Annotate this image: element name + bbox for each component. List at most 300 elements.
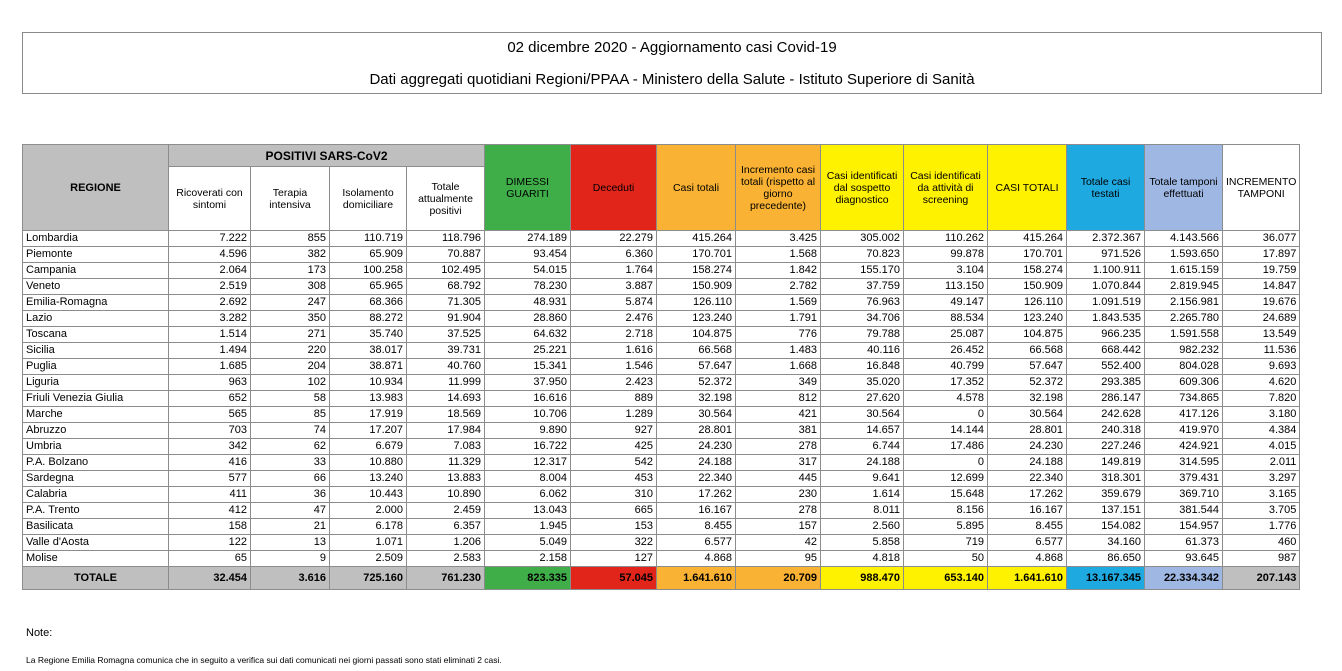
value-cell: 15.341 xyxy=(485,359,571,375)
value-cell: 379.431 xyxy=(1145,471,1223,487)
value-cell: 150.909 xyxy=(657,279,736,295)
value-cell: 1.593.650 xyxy=(1145,247,1223,263)
value-cell: 2.459 xyxy=(407,503,485,519)
total-value-cell: 823.335 xyxy=(485,567,571,590)
value-cell: 66 xyxy=(251,471,330,487)
value-cell: 4.143.566 xyxy=(1145,231,1223,247)
value-cell: 8.011 xyxy=(821,503,904,519)
value-cell: 415.264 xyxy=(657,231,736,247)
value-cell: 4.578 xyxy=(904,391,988,407)
value-cell: 126.110 xyxy=(657,295,736,311)
value-cell: 42 xyxy=(736,535,821,551)
value-cell: 21 xyxy=(251,519,330,535)
value-cell: 137.151 xyxy=(1067,503,1145,519)
value-cell: 30.564 xyxy=(657,407,736,423)
value-cell: 6.577 xyxy=(657,535,736,551)
value-cell: 1.614 xyxy=(821,487,904,503)
value-cell: 66.568 xyxy=(988,343,1067,359)
value-cell: 734.865 xyxy=(1145,391,1223,407)
value-cell: 14.657 xyxy=(821,423,904,439)
value-cell: 2.476 xyxy=(571,311,657,327)
value-cell: 66.568 xyxy=(657,343,736,359)
value-cell: 24.188 xyxy=(657,455,736,471)
total-value-cell: 22.334.342 xyxy=(1145,567,1223,590)
value-cell: 415.264 xyxy=(988,231,1067,247)
value-cell: 411 xyxy=(169,487,251,503)
value-cell: 1.100.911 xyxy=(1067,263,1145,279)
value-cell: 36.077 xyxy=(1223,231,1300,247)
col-header-casi-testati: Totale casi testati xyxy=(1067,145,1145,231)
value-cell: 37.525 xyxy=(407,327,485,343)
value-cell: 419.970 xyxy=(1145,423,1223,439)
table-row xyxy=(23,519,1300,535)
value-cell: 9.641 xyxy=(821,471,904,487)
table-row xyxy=(23,247,1300,263)
value-cell: 27.620 xyxy=(821,391,904,407)
value-cell: 28.801 xyxy=(988,423,1067,439)
value-cell: 123.240 xyxy=(988,311,1067,327)
table-row xyxy=(23,471,1300,487)
col-header-regione: REGIONE xyxy=(23,145,169,231)
value-cell: 13.883 xyxy=(407,471,485,487)
group-header-positivi: POSITIVI SARS-CoV2 xyxy=(169,145,485,167)
value-cell: 274.189 xyxy=(485,231,571,247)
value-cell: 2.718 xyxy=(571,327,657,343)
value-cell: 95 xyxy=(736,551,821,567)
value-cell: 6.360 xyxy=(571,247,657,263)
value-cell: 99.878 xyxy=(904,247,988,263)
value-cell: 25.221 xyxy=(485,343,571,359)
value-cell: 65 xyxy=(169,551,251,567)
value-cell: 113.150 xyxy=(904,279,988,295)
value-cell: 982.232 xyxy=(1145,343,1223,359)
value-cell: 122 xyxy=(169,535,251,551)
value-cell: 170.701 xyxy=(657,247,736,263)
value-cell: 12.699 xyxy=(904,471,988,487)
value-cell: 35.020 xyxy=(821,375,904,391)
value-cell: 2.423 xyxy=(571,375,657,391)
value-cell: 170.701 xyxy=(988,247,1067,263)
value-cell: 65.965 xyxy=(330,279,407,295)
value-cell: 24.689 xyxy=(1223,311,1300,327)
value-cell: 412 xyxy=(169,503,251,519)
value-cell: 4.015 xyxy=(1223,439,1300,455)
value-cell: 310 xyxy=(571,487,657,503)
value-cell: 665 xyxy=(571,503,657,519)
value-cell: 1.685 xyxy=(169,359,251,375)
value-cell: 100.258 xyxy=(330,263,407,279)
value-cell: 417.126 xyxy=(1145,407,1223,423)
value-cell: 33 xyxy=(251,455,330,471)
value-cell: 25.087 xyxy=(904,327,988,343)
value-cell: 38.017 xyxy=(330,343,407,359)
value-cell: 1.615.159 xyxy=(1145,263,1223,279)
value-cell: 889 xyxy=(571,391,657,407)
value-cell: 26.452 xyxy=(904,343,988,359)
value-cell: 2.156.981 xyxy=(1145,295,1223,311)
value-cell: 1.071 xyxy=(330,535,407,551)
value-cell: 13.043 xyxy=(485,503,571,519)
value-cell: 11.329 xyxy=(407,455,485,471)
value-cell: 424.921 xyxy=(1145,439,1223,455)
value-cell: 17.897 xyxy=(1223,247,1300,263)
value-cell: 30.564 xyxy=(821,407,904,423)
value-cell: 104.875 xyxy=(657,327,736,343)
region-name-cell: Sicilia xyxy=(23,343,169,359)
value-cell: 2.519 xyxy=(169,279,251,295)
value-cell: 22.279 xyxy=(571,231,657,247)
total-value-cell: 1.641.610 xyxy=(657,567,736,590)
value-cell: 18.569 xyxy=(407,407,485,423)
value-cell: 38.871 xyxy=(330,359,407,375)
value-cell: 1.289 xyxy=(571,407,657,423)
col-header-terapia: Terapia intensiva xyxy=(251,167,330,231)
value-cell: 9.890 xyxy=(485,423,571,439)
report-header xyxy=(22,32,1322,94)
value-cell: 445 xyxy=(736,471,821,487)
value-cell: 1.569 xyxy=(736,295,821,311)
value-cell: 3.104 xyxy=(904,263,988,279)
value-cell: 9.693 xyxy=(1223,359,1300,375)
value-cell: 102 xyxy=(251,375,330,391)
value-cell: 5.858 xyxy=(821,535,904,551)
value-cell: 314.595 xyxy=(1145,455,1223,471)
table-row xyxy=(23,279,1300,295)
report-title: 02 dicembre 2020 - Aggiornamento casi Covid-19 xyxy=(507,39,837,56)
col-header-deceduti: Deceduti xyxy=(571,145,657,231)
total-value-cell: 761.230 xyxy=(407,567,485,590)
value-cell: 62 xyxy=(251,439,330,455)
value-cell: 158 xyxy=(169,519,251,535)
value-cell: 1.206 xyxy=(407,535,485,551)
total-value-cell: 653.140 xyxy=(904,567,988,590)
col-header-incremento-casi: Incremento casi totali (rispetto al giorno precedente) xyxy=(736,145,821,231)
value-cell: 308 xyxy=(251,279,330,295)
value-cell: 227.246 xyxy=(1067,439,1145,455)
value-cell: 6.178 xyxy=(330,519,407,535)
region-name-cell: Toscana xyxy=(23,327,169,343)
value-cell: 1.843.535 xyxy=(1067,311,1145,327)
value-cell: 102.495 xyxy=(407,263,485,279)
value-cell: 1.546 xyxy=(571,359,657,375)
value-cell: 58 xyxy=(251,391,330,407)
region-name-cell: Sardegna xyxy=(23,471,169,487)
value-cell: 13.983 xyxy=(330,391,407,407)
report-subtitle: Dati aggregati quotidiani Regioni/PPAA - Ministero della Salute - Istituto Superiore di Sanità xyxy=(369,71,975,88)
value-cell: 349 xyxy=(736,375,821,391)
value-cell: 34.706 xyxy=(821,311,904,327)
value-cell: 65.909 xyxy=(330,247,407,263)
value-cell: 4.868 xyxy=(988,551,1067,567)
total-value-cell: 32.454 xyxy=(169,567,251,590)
region-name-cell: P.A. Trento xyxy=(23,503,169,519)
value-cell: 17.262 xyxy=(657,487,736,503)
value-cell: 927 xyxy=(571,423,657,439)
value-cell: 318.301 xyxy=(1067,471,1145,487)
value-cell: 17.352 xyxy=(904,375,988,391)
value-cell: 3.425 xyxy=(736,231,821,247)
value-cell: 155.170 xyxy=(821,263,904,279)
value-cell: 204 xyxy=(251,359,330,375)
table-row xyxy=(23,327,1300,343)
value-cell: 28.860 xyxy=(485,311,571,327)
table-row xyxy=(23,423,1300,439)
value-cell: 369.710 xyxy=(1145,487,1223,503)
value-cell: 127 xyxy=(571,551,657,567)
value-cell: 16.722 xyxy=(485,439,571,455)
table-row xyxy=(23,375,1300,391)
value-cell: 104.875 xyxy=(988,327,1067,343)
value-cell: 6.062 xyxy=(485,487,571,503)
value-cell: 8.004 xyxy=(485,471,571,487)
value-cell: 68.792 xyxy=(407,279,485,295)
value-cell: 242.628 xyxy=(1067,407,1145,423)
table-row xyxy=(23,231,1300,247)
value-cell: 14.693 xyxy=(407,391,485,407)
col-header-casi-totali-2: CASI TOTALI xyxy=(988,145,1067,231)
col-header-tamponi: Totale tamponi effettuati xyxy=(1145,145,1223,231)
table-row xyxy=(23,551,1300,567)
value-cell: 2.158 xyxy=(485,551,571,567)
value-cell: 16.616 xyxy=(485,391,571,407)
value-cell: 1.070.844 xyxy=(1067,279,1145,295)
value-cell: 7.820 xyxy=(1223,391,1300,407)
value-cell: 14.847 xyxy=(1223,279,1300,295)
value-cell: 2.265.780 xyxy=(1145,311,1223,327)
value-cell: 3.887 xyxy=(571,279,657,295)
value-cell: 703 xyxy=(169,423,251,439)
total-label-cell: TOTALE xyxy=(23,567,169,590)
value-cell: 40.760 xyxy=(407,359,485,375)
value-cell: 8.455 xyxy=(988,519,1067,535)
table-row xyxy=(23,311,1300,327)
value-cell: 6.679 xyxy=(330,439,407,455)
value-cell: 565 xyxy=(169,407,251,423)
value-cell: 8.455 xyxy=(657,519,736,535)
value-cell: 57.647 xyxy=(657,359,736,375)
value-cell: 317 xyxy=(736,455,821,471)
value-cell: 10.880 xyxy=(330,455,407,471)
value-cell: 54.015 xyxy=(485,263,571,279)
table-row xyxy=(23,295,1300,311)
value-cell: 48.931 xyxy=(485,295,571,311)
value-cell: 350 xyxy=(251,311,330,327)
value-cell: 220 xyxy=(251,343,330,359)
value-cell: 57.647 xyxy=(988,359,1067,375)
value-cell: 2.782 xyxy=(736,279,821,295)
value-cell: 79.788 xyxy=(821,327,904,343)
value-cell: 1.591.558 xyxy=(1145,327,1223,343)
value-cell: 4.818 xyxy=(821,551,904,567)
table-row xyxy=(23,359,1300,375)
value-cell: 460 xyxy=(1223,535,1300,551)
value-cell: 86.650 xyxy=(1067,551,1145,567)
value-cell: 3.165 xyxy=(1223,487,1300,503)
value-cell: 157 xyxy=(736,519,821,535)
value-cell: 2.064 xyxy=(169,263,251,279)
value-cell: 2.372.367 xyxy=(1067,231,1145,247)
value-cell: 305.002 xyxy=(821,231,904,247)
value-cell: 16.848 xyxy=(821,359,904,375)
value-cell: 123.240 xyxy=(657,311,736,327)
table-row xyxy=(23,535,1300,551)
table-row xyxy=(23,487,1300,503)
value-cell: 49.147 xyxy=(904,295,988,311)
value-cell: 68.366 xyxy=(330,295,407,311)
region-name-cell: Veneto xyxy=(23,279,169,295)
value-cell: 2.583 xyxy=(407,551,485,567)
value-cell: 93.454 xyxy=(485,247,571,263)
value-cell: 24.188 xyxy=(821,455,904,471)
value-cell: 10.706 xyxy=(485,407,571,423)
value-cell: 240.318 xyxy=(1067,423,1145,439)
region-name-cell: Basilicata xyxy=(23,519,169,535)
value-cell: 150.909 xyxy=(988,279,1067,295)
value-cell: 7.083 xyxy=(407,439,485,455)
region-name-cell: Liguria xyxy=(23,375,169,391)
col-header-screening: Casi identificati da attività di screening xyxy=(904,145,988,231)
value-cell: 3.705 xyxy=(1223,503,1300,519)
total-value-cell: 725.160 xyxy=(330,567,407,590)
notes-text: La Regione Emilia Romagna comunica che in seguito a verifica sui dati comunicati nei giorni passati sono stati eliminati 2 casi. xyxy=(26,655,502,665)
value-cell: 153 xyxy=(571,519,657,535)
value-cell: 24.230 xyxy=(657,439,736,455)
value-cell: 74 xyxy=(251,423,330,439)
value-cell: 12.317 xyxy=(485,455,571,471)
value-cell: 40.116 xyxy=(821,343,904,359)
value-cell: 17.262 xyxy=(988,487,1067,503)
value-cell: 3.297 xyxy=(1223,471,1300,487)
value-cell: 78.230 xyxy=(485,279,571,295)
value-cell: 24.230 xyxy=(988,439,1067,455)
value-cell: 16.167 xyxy=(657,503,736,519)
value-cell: 64.632 xyxy=(485,327,571,343)
col-header-totale-positivi: Totale attualmente positivi xyxy=(407,167,485,231)
value-cell: 3.180 xyxy=(1223,407,1300,423)
value-cell: 381.544 xyxy=(1145,503,1223,519)
value-cell: 17.486 xyxy=(904,439,988,455)
value-cell: 85 xyxy=(251,407,330,423)
value-cell: 17.207 xyxy=(330,423,407,439)
value-cell: 1.616 xyxy=(571,343,657,359)
value-cell: 425 xyxy=(571,439,657,455)
total-value-cell: 1.641.610 xyxy=(988,567,1067,590)
col-header-isolamento: Isolamento domiciliare xyxy=(330,167,407,231)
notes-title: Note: xyxy=(26,627,53,639)
value-cell: 230 xyxy=(736,487,821,503)
value-cell: 173 xyxy=(251,263,330,279)
value-cell: 963 xyxy=(169,375,251,391)
region-name-cell: Puglia xyxy=(23,359,169,375)
table-row xyxy=(23,391,1300,407)
value-cell: 76.963 xyxy=(821,295,904,311)
table-row xyxy=(23,455,1300,471)
value-cell: 271 xyxy=(251,327,330,343)
col-header-ricoverati: Ricoverati con sintomi xyxy=(169,167,251,231)
value-cell: 453 xyxy=(571,471,657,487)
value-cell: 1.494 xyxy=(169,343,251,359)
value-cell: 278 xyxy=(736,439,821,455)
value-cell: 50 xyxy=(904,551,988,567)
total-value-cell: 3.616 xyxy=(251,567,330,590)
value-cell: 8.156 xyxy=(904,503,988,519)
region-name-cell: Marche xyxy=(23,407,169,423)
value-cell: 293.385 xyxy=(1067,375,1145,391)
table-row xyxy=(23,439,1300,455)
value-cell: 971.526 xyxy=(1067,247,1145,263)
value-cell: 149.819 xyxy=(1067,455,1145,471)
col-header-dimessi: DIMESSI GUARITI xyxy=(485,145,571,231)
value-cell: 1.568 xyxy=(736,247,821,263)
value-cell: 5.895 xyxy=(904,519,988,535)
region-name-cell: Umbria xyxy=(23,439,169,455)
value-cell: 32.198 xyxy=(988,391,1067,407)
region-name-cell: Lombardia xyxy=(23,231,169,247)
value-cell: 19.759 xyxy=(1223,263,1300,279)
value-cell: 158.274 xyxy=(657,263,736,279)
table-row xyxy=(23,407,1300,423)
value-cell: 6.357 xyxy=(407,519,485,535)
value-cell: 19.676 xyxy=(1223,295,1300,311)
value-cell: 1.764 xyxy=(571,263,657,279)
value-cell: 987 xyxy=(1223,551,1300,567)
value-cell: 13 xyxy=(251,535,330,551)
value-cell: 2.692 xyxy=(169,295,251,311)
value-cell: 16.167 xyxy=(988,503,1067,519)
value-cell: 0 xyxy=(904,455,988,471)
covid-table xyxy=(22,144,1300,590)
value-cell: 10.443 xyxy=(330,487,407,503)
col-header-casi-totali: Casi totali xyxy=(657,145,736,231)
table-row xyxy=(23,503,1300,519)
value-cell: 71.305 xyxy=(407,295,485,311)
value-cell: 52.372 xyxy=(657,375,736,391)
value-cell: 577 xyxy=(169,471,251,487)
value-cell: 6.744 xyxy=(821,439,904,455)
table-row xyxy=(23,343,1300,359)
value-cell: 552.400 xyxy=(1067,359,1145,375)
value-cell: 61.373 xyxy=(1145,535,1223,551)
value-cell: 1.842 xyxy=(736,263,821,279)
region-name-cell: Emilia-Romagna xyxy=(23,295,169,311)
value-cell: 15.648 xyxy=(904,487,988,503)
region-name-cell: Calabria xyxy=(23,487,169,503)
value-cell: 118.796 xyxy=(407,231,485,247)
region-name-cell: Piemonte xyxy=(23,247,169,263)
value-cell: 10.890 xyxy=(407,487,485,503)
value-cell: 2.000 xyxy=(330,503,407,519)
value-cell: 1.945 xyxy=(485,519,571,535)
region-name-cell: P.A. Bolzano xyxy=(23,455,169,471)
value-cell: 10.934 xyxy=(330,375,407,391)
value-cell: 278 xyxy=(736,503,821,519)
total-value-cell: 988.470 xyxy=(821,567,904,590)
value-cell: 37.950 xyxy=(485,375,571,391)
value-cell: 1.514 xyxy=(169,327,251,343)
value-cell: 110.262 xyxy=(904,231,988,247)
value-cell: 322 xyxy=(571,535,657,551)
value-cell: 14.144 xyxy=(904,423,988,439)
value-cell: 1.483 xyxy=(736,343,821,359)
value-cell: 47 xyxy=(251,503,330,519)
value-cell: 3.282 xyxy=(169,311,251,327)
region-name-cell: Molise xyxy=(23,551,169,567)
value-cell: 4.384 xyxy=(1223,423,1300,439)
value-cell: 13.549 xyxy=(1223,327,1300,343)
table-body xyxy=(23,231,1300,590)
region-name-cell: Lazio xyxy=(23,311,169,327)
value-cell: 2.560 xyxy=(821,519,904,535)
